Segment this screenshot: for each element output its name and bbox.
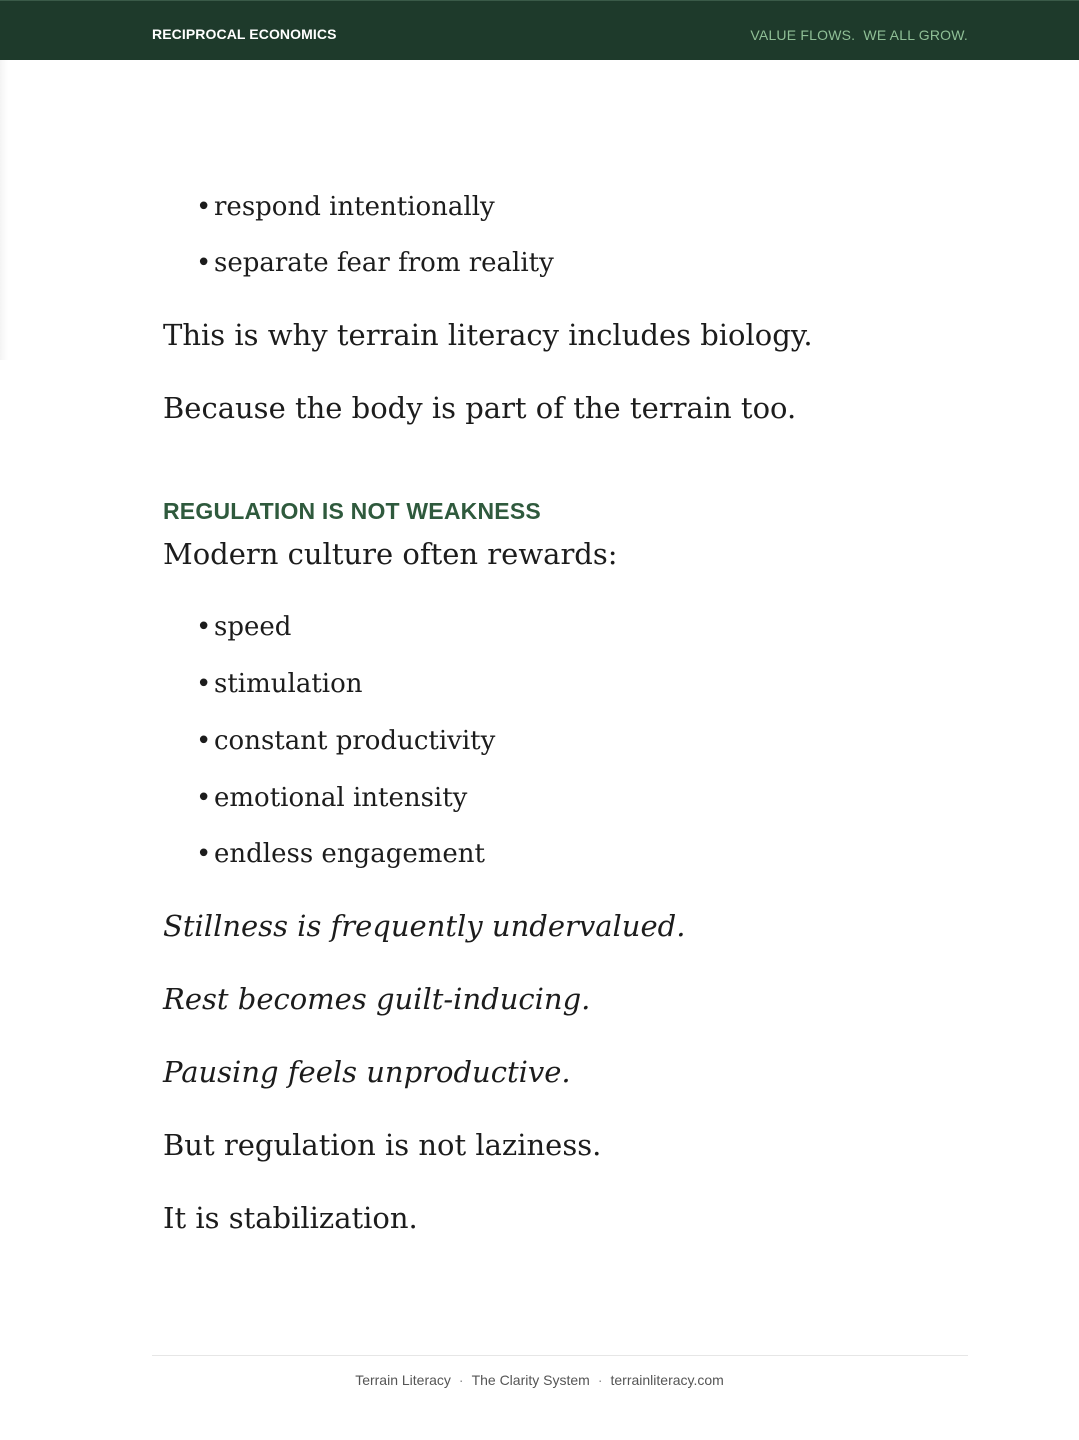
list-item	[196, 785, 467, 811]
brand-name[interactable]: RECIPROCAL ECONOMICS	[152, 26, 337, 42]
bullet-icon: •	[196, 612, 212, 642]
italic-paragraph: Rest becomes guilt-inducing.	[163, 982, 591, 1016]
italic-paragraph: Pausing feels unproductive.	[163, 1055, 571, 1089]
paragraph: It is stabilization.	[163, 1201, 418, 1235]
paragraph: Modern culture often rewards:	[163, 537, 618, 571]
list-item-text: speed	[214, 612, 292, 642]
bullet-icon: •	[196, 669, 212, 699]
list-item-text: constant productivity	[214, 726, 496, 756]
list-item	[196, 194, 495, 220]
site-footer	[0, 1372, 1079, 1388]
paragraph: This is why terrain literacy includes biology.	[163, 318, 813, 352]
list-item	[196, 671, 362, 697]
footer-link-clarity-system[interactable]: The Clarity System	[471, 1372, 590, 1388]
footer-divider	[152, 1355, 968, 1356]
list-item-text: endless engagement	[214, 839, 485, 869]
italic-paragraph: Stillness is frequently undervalued.	[163, 909, 686, 943]
bullet-icon: •	[196, 783, 212, 813]
list-item-text: emotional intensity	[214, 783, 468, 813]
list-item-text: respond intentionally	[214, 192, 495, 222]
list-item	[196, 841, 485, 867]
site-tagline: VALUE FLOWS. WE ALL GROW.	[750, 27, 968, 43]
paragraph: But regulation is not laziness.	[163, 1128, 602, 1162]
list-item-text: separate fear from reality	[214, 248, 554, 278]
footer-link-website[interactable]: terrainliteracy.com	[610, 1372, 724, 1388]
site-header	[0, 0, 1079, 60]
bullet-icon: •	[196, 726, 212, 756]
list-item	[196, 250, 554, 276]
list-item	[196, 728, 495, 754]
list-item	[196, 614, 291, 640]
bullet-icon: •	[196, 248, 212, 278]
page-edge-shadow	[0, 60, 8, 360]
section-heading: REGULATION IS NOT WEAKNESS	[163, 498, 541, 524]
footer-separator: ·	[458, 1372, 464, 1388]
footer-separator: ·	[597, 1372, 603, 1388]
footer-link-terrain-literacy[interactable]: Terrain Literacy	[355, 1372, 451, 1388]
bullet-icon: •	[196, 839, 212, 869]
list-item-text: stimulation	[214, 669, 363, 699]
bullet-icon: •	[196, 192, 212, 222]
paragraph: Because the body is part of the terrain too.	[163, 391, 797, 425]
